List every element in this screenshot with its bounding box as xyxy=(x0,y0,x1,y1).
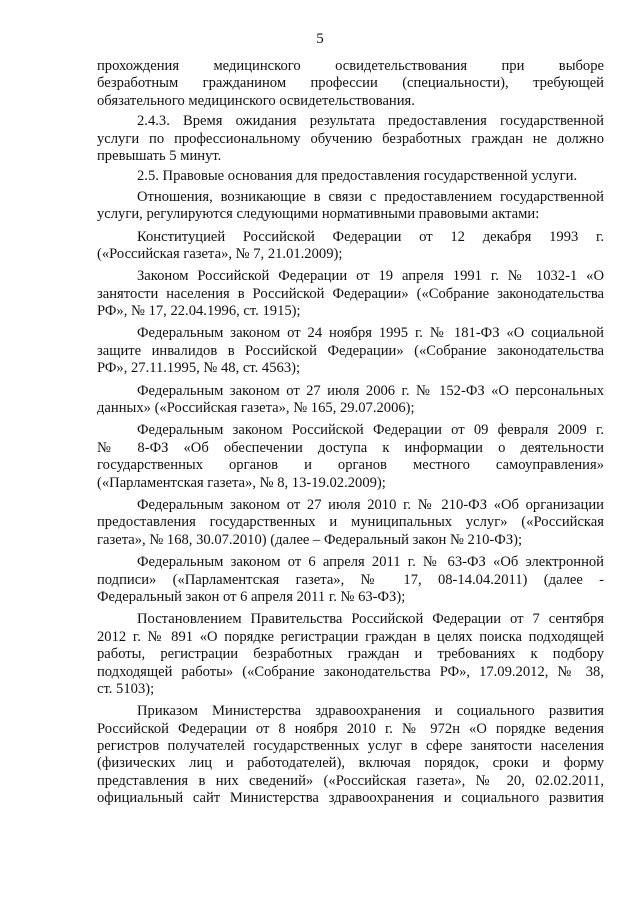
text-line: 2012 г. № 891 «О порядке регистрации граждан в целях поиска подходящей xyxy=(97,628,604,645)
text-line: Федеральным законом от 6 апреля 2011 г. № 63-ФЗ «Об электронной xyxy=(137,554,604,571)
text-line: Федеральным законом от 24 ноября 1995 г. № 181-ФЗ «О социальной xyxy=(137,325,604,342)
text-line: регистров получателей государственных услуг в сфере занятости населения xyxy=(97,738,604,755)
text-line: Федеральным законом от 27 июля 2010 г. № 210-ФЗ «Об организации xyxy=(137,496,604,513)
text-line: Постановлением Правительства Российской Федерации от 7 сентября xyxy=(137,611,604,628)
text-line: защите инвалидов в Российской Федерации» («Собрание законодательства xyxy=(97,342,604,359)
list-item-law-63-fz xyxy=(97,554,604,606)
text-line: № 8-ФЗ «Об обеспечении доступа к информации о деятельности xyxy=(97,439,604,456)
list-item-order-972n xyxy=(97,703,604,807)
text-line: безработным гражданином профессии (специальности), требующей xyxy=(97,75,604,92)
text-line: ст. 5103); xyxy=(97,680,155,697)
text-line: данных» («Российская газета», № 165, 29.07.2006); xyxy=(97,400,415,417)
paragraph-relations xyxy=(97,189,604,224)
text-line: государственных органов и органов местного самоуправления» xyxy=(97,457,604,474)
page-number: 5 xyxy=(316,31,324,47)
list-item-law-1032-1 xyxy=(97,268,604,320)
text-line: представления в них сведений» («Российская газета», № 20, 02.02.2011, xyxy=(97,772,604,789)
text-line: Федеральный закон от 6 апреля 2011 г. № 63-ФЗ); xyxy=(97,588,406,605)
text-line: официальный сайт Министерства здравоохранения и социального развития xyxy=(97,790,604,807)
paragraph-2-4-3 xyxy=(97,113,604,165)
list-item-law-8-fz xyxy=(97,422,604,492)
text-line: Федеральным законом Российской Федерации от 09 февраля 2009 г. xyxy=(137,422,604,439)
text-line: Российской Федерации от 8 ноября 2010 г. № 972н «О порядке ведения xyxy=(97,720,604,737)
text-line: Конституцией Российской Федерации от 12 декабря 1993 г. xyxy=(137,228,604,245)
text-line: подходящей работы» («Собрание законодательства РФ», 17.09.2012, № 38, xyxy=(97,663,604,680)
document-body xyxy=(97,58,604,808)
text-line: («Парламентская газета», № 8, 13-19.02.2009); xyxy=(97,474,386,491)
list-item-law-210-fz xyxy=(97,497,604,549)
text-line: РФ», 27.11.1995, № 48, ст. 4563); xyxy=(97,360,301,377)
text-line: Федеральным законом от 27 июля 2006 г. № 152-ФЗ «О персональных xyxy=(137,382,604,399)
text-line: (физических лиц и работодателей), включая порядок, сроки и форму xyxy=(97,755,604,772)
text-line: РФ», № 17, 22.04.1996, ст. 1915); xyxy=(97,303,301,320)
text-line: подписи» («Парламентская газета», № 17, 08-14.04.2011) (далее - xyxy=(97,571,604,588)
text-line: превышать 5 минут. xyxy=(97,147,222,164)
text-line: предоставления государственных и муниципальных услуг» («Российская xyxy=(97,514,604,531)
text-line: газета», № 168, 30.07.2010) (далее – Федеральный закон № 210-ФЗ); xyxy=(97,531,523,548)
text-line: 2.4.3. Время ожидания результата предоставления государственной xyxy=(137,113,604,130)
text-line: услуги, регулируются следующими нормативными правовыми актами: xyxy=(97,206,540,223)
text-line: прохождения медицинского освидетельствования при выборе xyxy=(97,58,604,74)
text-line: занятости населения в Российской Федерации» («Собрание законодательства xyxy=(97,285,604,302)
list-item-resolution-891 xyxy=(97,611,604,698)
list-item-constitution xyxy=(97,229,604,264)
text-line: Законом Российской Федерации от 19 апреля 1991 г. № 1032-1 «О xyxy=(137,268,604,285)
section-heading-2-5 xyxy=(97,168,604,185)
text-line: («Российская газета», № 7, 21.01.2009); xyxy=(97,245,343,262)
text-line: Отношения, возникающие в связи с предоставлением государственной xyxy=(137,188,604,205)
list-item-law-181-fz xyxy=(97,325,604,377)
text-line: услуги по профессиональному обучению безработных граждан не должно xyxy=(97,130,604,147)
list-item-law-152-fz xyxy=(97,383,604,418)
text-line: Приказом Министерства здравоохранения и социального развития xyxy=(137,703,604,720)
text-line: обязательного медицинского освидетельствования. xyxy=(97,92,415,109)
paragraph-continuation xyxy=(97,58,604,110)
text-line: 2.5. Правовые основания для предоставления государственной услуги. xyxy=(137,168,578,185)
text-line: работы, регистрации безработных граждан и требованиях к подбору xyxy=(97,646,604,663)
